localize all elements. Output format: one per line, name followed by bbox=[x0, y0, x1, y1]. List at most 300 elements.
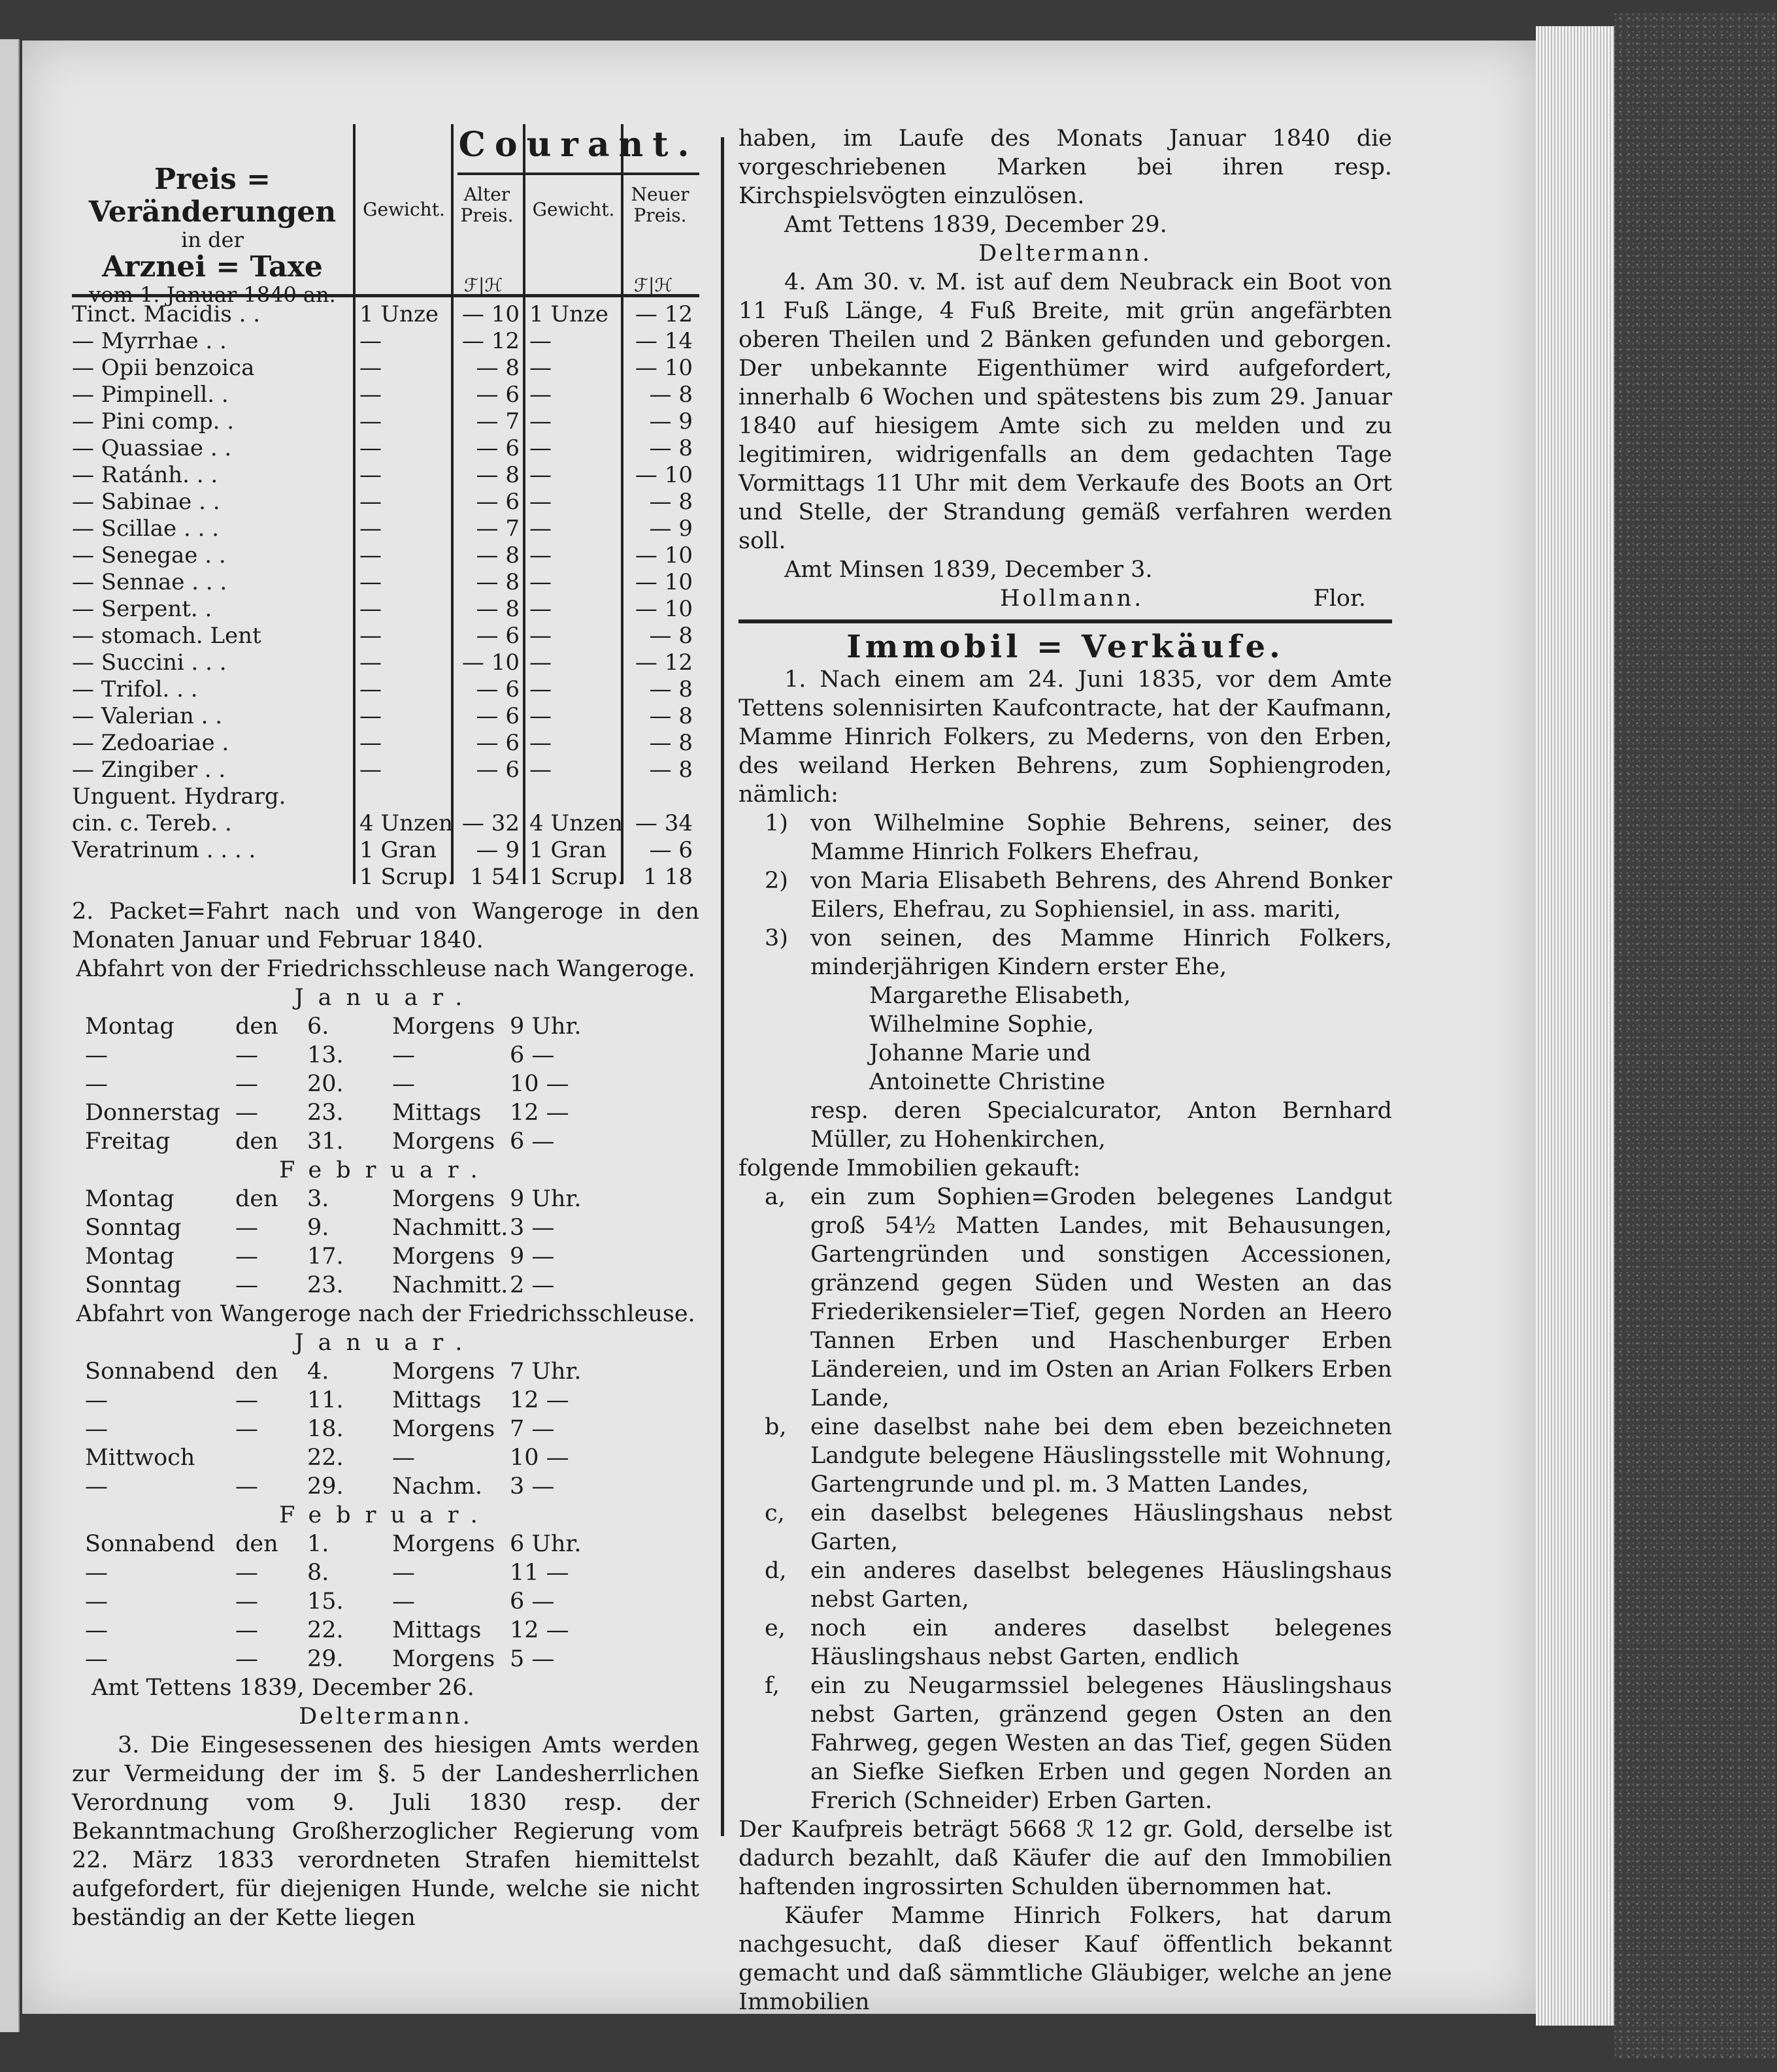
schedule-3 bbox=[72, 1357, 699, 1501]
property-item bbox=[739, 1556, 1392, 1614]
property-item bbox=[739, 1671, 1392, 1815]
table-vline bbox=[353, 124, 356, 297]
row-name: — Succini . . . bbox=[72, 650, 227, 676]
property-item-text: ein zu Neugarmssiel belegenes Häuslingshaus nebst Garten, gränzend gegen Osten an den Fahrweg, gegen Westen an das Tief, gegen Süden an Siefke Siefken Erben und gegen Norden an Frerich (Schneider) Erben Garten. bbox=[810, 1673, 1392, 1814]
schedule-row bbox=[72, 1443, 699, 1472]
schedule-date: 23. bbox=[307, 1100, 344, 1126]
property-item bbox=[739, 1499, 1392, 1556]
schedule-1 bbox=[72, 1012, 699, 1156]
row-weight-old: — bbox=[359, 676, 382, 702]
schedule-date: 17. bbox=[307, 1243, 344, 1270]
row-price-old: — 8 bbox=[476, 569, 520, 595]
departure-2-title: Abfahrt von Wangeroge nach der Friedrichsschleuse. bbox=[76, 1301, 695, 1327]
row-weight-new: — bbox=[529, 703, 552, 729]
schedule-date: 9. bbox=[307, 1215, 329, 1241]
schedule-time: — bbox=[392, 1445, 415, 1471]
row-weight-old: — bbox=[359, 489, 382, 515]
schedule-hour: 9 Uhr. bbox=[510, 1013, 582, 1040]
schedule-row bbox=[72, 1415, 699, 1443]
col-header-weight-new: Gewicht. bbox=[532, 199, 615, 220]
schedule-day: Montag bbox=[85, 1243, 174, 1270]
row-weight-old: — bbox=[359, 382, 382, 408]
heir-item-label: 1) bbox=[765, 810, 788, 836]
heir-item-text: von Wilhelmine Sophie Behrens, seiner, des Mamme Hinrich Folkers Ehefrau, bbox=[810, 810, 1392, 865]
title-line-2: in der bbox=[181, 227, 244, 252]
children-list bbox=[739, 981, 1392, 1096]
schedule-row bbox=[72, 1070, 699, 1098]
row-weight-new: — bbox=[529, 489, 552, 515]
month-feb-1: Februar. bbox=[279, 1157, 492, 1183]
row-price-old: — 9 bbox=[476, 837, 520, 863]
table-row bbox=[72, 730, 699, 757]
signature-3: Hollmann. bbox=[1000, 585, 1144, 612]
row-weight-old: — bbox=[359, 355, 382, 381]
schedule-a: — bbox=[235, 1215, 258, 1241]
column-divider bbox=[721, 137, 724, 1836]
schedule-date: 13. bbox=[307, 1042, 344, 1068]
schedule-hour: 7 Uhr. bbox=[510, 1358, 582, 1385]
row-price-old: — 6 bbox=[476, 703, 520, 729]
schedule-4 bbox=[72, 1530, 699, 1673]
row-weight-old: — bbox=[359, 703, 382, 729]
schedule-hour: 7 — bbox=[510, 1416, 555, 1442]
row-price-new: — 9 bbox=[649, 516, 693, 542]
row-weight-new: — bbox=[529, 462, 552, 488]
courant-rule bbox=[457, 173, 699, 175]
schedule-date: 6. bbox=[307, 1013, 329, 1040]
schedule-hour: 5 — bbox=[510, 1646, 555, 1672]
row-price-old: — 10 bbox=[461, 650, 520, 676]
row-name: — Sabinae . . bbox=[72, 489, 220, 515]
row-name: Veratrinum . . . . bbox=[72, 837, 256, 863]
schedule-hour: 3 — bbox=[510, 1215, 555, 1241]
schedule-date: 8. bbox=[307, 1560, 329, 1586]
col-header-weight-old: Gewicht. bbox=[363, 199, 445, 220]
schedule-a: — bbox=[235, 1560, 258, 1586]
row-weight-new: 1 Gran bbox=[529, 837, 607, 863]
row-price-new: — 14 bbox=[635, 328, 693, 354]
row-price-new: — 8 bbox=[649, 730, 693, 756]
row-price-new: — 10 bbox=[635, 355, 693, 381]
schedule-day: — bbox=[85, 1416, 108, 1442]
table-row bbox=[72, 837, 699, 864]
table-row bbox=[72, 382, 699, 408]
schedule-date: 22. bbox=[307, 1617, 344, 1643]
sale-intro: 1. Nach einem am 24. Juni 1835, vor dem Amte Tettens solennisirten Kaufcontracte, hat der Kaufmann, Mamme Hinrich Folkers, zu Mederns, von den Erben, des weiland Herken Behrens, zum Sophiengroden, nämlich: bbox=[739, 666, 1392, 808]
schedule-day: — bbox=[85, 1387, 108, 1413]
schedule-day: Montag bbox=[85, 1013, 174, 1040]
row-name: cin. c. Tereb. . bbox=[72, 810, 232, 836]
row-price-old: — 6 bbox=[476, 676, 520, 702]
row-price-new: — 34 bbox=[635, 810, 693, 836]
schedule-a: den bbox=[235, 1013, 278, 1040]
row-name: — Scillae . . . bbox=[72, 516, 220, 542]
schedule-time: Nachmitt. bbox=[392, 1272, 508, 1298]
row-name: — Serpent. . bbox=[72, 596, 212, 622]
schedule-row bbox=[72, 1213, 699, 1242]
heir-item bbox=[739, 924, 1392, 981]
signature-3-row bbox=[739, 584, 1392, 613]
row-price-new: — 9 bbox=[649, 408, 693, 435]
schedule-time: Mittags bbox=[392, 1387, 482, 1413]
schedule-a: — bbox=[235, 1042, 258, 1068]
row-weight-old: — bbox=[359, 516, 382, 542]
heir-item-text: von seinen, des Mamme Hinrich Folkers, minderjährigen Kindern erster Ehe, bbox=[810, 925, 1392, 980]
row-price-new: — 10 bbox=[635, 569, 693, 595]
row-price-old: — 7 bbox=[476, 408, 520, 435]
schedule-hour: 3 — bbox=[510, 1473, 555, 1500]
price-text: Der Kaufpreis beträgt 5668 ℛ 12 gr. Gold, derselbe ist dadurch bezahlt, daß Käufer die auf den Immobilien haftenden ingrossirten Schulden übernommen hat. bbox=[739, 1817, 1392, 1900]
amt-line-2: Amt Tettens 1839, December 29. bbox=[784, 212, 1167, 238]
schedule-row bbox=[72, 1012, 699, 1041]
row-weight-new: — bbox=[529, 542, 552, 568]
row-price-old: — 6 bbox=[476, 382, 520, 408]
schedule-a: den bbox=[235, 1186, 278, 1212]
amt-line-1: Amt Tettens 1839, December 26. bbox=[91, 1675, 474, 1701]
schedule-hour: 2 — bbox=[510, 1272, 555, 1298]
schedule-row bbox=[72, 1558, 699, 1587]
row-weight-new: — bbox=[529, 596, 552, 622]
schedule-day: — bbox=[85, 1588, 108, 1615]
item-3-continuation: haben, im Laufe des Monats Januar 1840 die vorgeschriebenen Marken bei ihren resp. Kirchspielsvögten einzulösen. bbox=[739, 125, 1392, 209]
schedule-row bbox=[72, 1530, 699, 1558]
child-name: Antoinette Christine bbox=[869, 1069, 1106, 1095]
table-row bbox=[72, 810, 699, 837]
property-item-text: eine daselbst nahe bei dem eben bezeichneten Landgute belegene Häuslingsstelle mit Wohnung, Gartengrunde und pl. m. 3 Matten Landes, bbox=[810, 1414, 1392, 1498]
row-weight-new: 1 Unze bbox=[529, 301, 609, 327]
property-item bbox=[739, 1614, 1392, 1671]
row-price-old: — 6 bbox=[476, 730, 520, 756]
heirs-list bbox=[739, 809, 1392, 981]
schedule-2 bbox=[72, 1185, 699, 1300]
previous-page-edge bbox=[0, 39, 20, 2032]
row-name: Tinct. Macidis . . bbox=[72, 301, 261, 327]
row-price-old: — 8 bbox=[476, 355, 520, 381]
row-price-old: — 7 bbox=[476, 516, 520, 542]
row-name: — Pimpinell. . bbox=[72, 382, 229, 408]
row-price-old: — 6 bbox=[476, 757, 520, 783]
table-vline bbox=[451, 124, 454, 297]
schedule-hour: 11 — bbox=[510, 1560, 569, 1586]
schedule-row bbox=[72, 1386, 699, 1415]
schedule-hour: 6 — bbox=[510, 1128, 555, 1155]
schedule-a: — bbox=[235, 1617, 258, 1643]
schedule-date: 29. bbox=[307, 1646, 344, 1672]
schedule-hour: 6 — bbox=[510, 1588, 555, 1615]
row-price-old: — 8 bbox=[476, 596, 520, 622]
row-price-new: — 10 bbox=[635, 542, 693, 568]
row-name: — Ratánh. . . bbox=[72, 462, 218, 488]
col-header-old-2: Preis. bbox=[460, 205, 514, 226]
schedule-row bbox=[72, 1472, 699, 1501]
schedule-time: Mittags bbox=[392, 1617, 482, 1643]
row-price-old: — 6 bbox=[476, 435, 520, 461]
row-price-new: — 8 bbox=[649, 703, 693, 729]
schedule-day: Donnerstag bbox=[85, 1100, 220, 1126]
row-weight-old: — bbox=[359, 435, 382, 461]
col-header-old-price bbox=[454, 184, 520, 226]
property-item-label: d, bbox=[765, 1558, 787, 1584]
heir-item-text: von Maria Elisabeth Behrens, des Ahrend Bonker Eilers, Ehefrau, zu Sophiensiel, in ass. mariti, bbox=[810, 868, 1392, 923]
schedule-date: 23. bbox=[307, 1272, 344, 1298]
child-name: Margarethe Elisabeth, bbox=[869, 983, 1131, 1009]
schedule-a: — bbox=[235, 1588, 258, 1615]
row-price-old: — 6 bbox=[476, 489, 520, 515]
schedule-row bbox=[72, 1616, 699, 1645]
row-weight-new: — bbox=[529, 757, 552, 783]
table-row bbox=[72, 301, 699, 328]
col-header-new-2: Preis. bbox=[633, 205, 687, 226]
schedule-a: — bbox=[235, 1646, 258, 1672]
schedule-hour: 12 — bbox=[510, 1387, 569, 1413]
row-weight-new: — bbox=[529, 382, 552, 408]
schedule-time: Morgens bbox=[392, 1358, 495, 1385]
title-line-4: vom 1. Januar 1840 an. bbox=[89, 282, 336, 307]
month-feb-2: Februar. bbox=[279, 1502, 492, 1528]
schedule-a: — bbox=[235, 1071, 258, 1097]
schedule-day: — bbox=[85, 1042, 108, 1068]
schedule-hour: 6 Uhr. bbox=[510, 1531, 582, 1557]
schedule-date: 1. bbox=[307, 1531, 329, 1557]
schedule-day: — bbox=[85, 1071, 108, 1097]
child-name: Wilhelmine Sophie, bbox=[869, 1011, 1094, 1038]
row-weight-old: — bbox=[359, 730, 382, 756]
row-weight-old: — bbox=[359, 462, 382, 488]
child-name: Johanne Marie und bbox=[869, 1040, 1091, 1066]
schedule-day: Sonntag bbox=[85, 1215, 182, 1241]
price-table-body bbox=[72, 297, 699, 891]
row-name: — Pini comp. . bbox=[72, 408, 235, 435]
month-jan-2: Januar. bbox=[294, 1330, 477, 1356]
property-item-label: f, bbox=[765, 1673, 780, 1699]
row-price-old: — 32 bbox=[461, 810, 520, 836]
schedule-row bbox=[72, 1645, 699, 1673]
heir-item bbox=[739, 809, 1392, 866]
property-item bbox=[739, 1183, 1392, 1413]
schedule-time: — bbox=[392, 1560, 415, 1586]
schedule-day: Freitag bbox=[85, 1128, 171, 1155]
schedule-date: 18. bbox=[307, 1416, 344, 1442]
row-name: — Trifol. . . bbox=[72, 676, 198, 702]
row-weight-new: — bbox=[529, 730, 552, 756]
schedule-date: 31. bbox=[307, 1128, 344, 1155]
row-weight-old: 4 Unzen bbox=[359, 810, 453, 836]
row-weight-old: — bbox=[359, 569, 382, 595]
row-weight-new: — bbox=[529, 435, 552, 461]
schedule-day: — bbox=[85, 1646, 108, 1672]
row-weight-old: — bbox=[359, 623, 382, 649]
bought-line: folgende Immobilien gekauft: bbox=[739, 1155, 1081, 1181]
schedule-row bbox=[72, 1041, 699, 1070]
signature-2: Deltermann. bbox=[978, 240, 1152, 267]
schedule-date: 20. bbox=[307, 1071, 344, 1097]
schedule-date: 3. bbox=[307, 1186, 329, 1212]
row-weight-old: 1 Scrup. bbox=[359, 864, 455, 890]
schedule-time: Morgens bbox=[392, 1013, 495, 1040]
currency-old: ℱ|ℋ bbox=[464, 274, 503, 296]
row-weight-new: — bbox=[529, 650, 552, 676]
schedule-date: 4. bbox=[307, 1358, 329, 1385]
row-weight-new: 1 Scrup. bbox=[529, 864, 625, 890]
row-name: Unguent. Hydrarg. bbox=[72, 783, 286, 810]
schedule-day: — bbox=[85, 1617, 108, 1643]
schedule-a: den bbox=[235, 1128, 278, 1155]
table-row bbox=[72, 542, 699, 569]
property-item-text: ein zum Sophien=Groden belegenes Landgut groß 54½ Matten Landes, mit Behausungen, Gartengründen und sonstigen Accessionen, gränzend gegen Süden und Westen an das Friederikensieler=Tief, gegen Norden an Heero Tannen Erben und Haschenburger Erben Ländereien, und im Osten an Arian Folkers Erben Lande, bbox=[810, 1184, 1392, 1411]
schedule-row bbox=[72, 1127, 699, 1156]
schedule-time: — bbox=[392, 1588, 415, 1615]
table-row bbox=[72, 864, 699, 891]
item-4-text: 4. Am 30. v. M. ist auf dem Neubrack ein Boot von 11 Fuß Länge, 4 Fuß Breite, mit grün angefärbten oberen Theilen und 2 Bänken gefunden und geborgen. Der unbekannte Eigenthümer wird aufgefordert, innerhalb 6 Wochen und spätestens bis zum 29. Januar 1840 auf hiesigem Amte sich zu melden und zu legitimiren, widrigenfalls an dem gedachten Tage Vormittags 11 Uhr mit dem Verkaufe des Boots an Ort und Stelle, der Strandung gemäß verfahren werden soll. bbox=[739, 269, 1392, 554]
schedule-a: den bbox=[235, 1531, 278, 1557]
table-row bbox=[72, 623, 699, 650]
schedule-hour: 12 — bbox=[510, 1100, 569, 1126]
row-price-new: — 8 bbox=[649, 489, 693, 515]
property-item-label: e, bbox=[765, 1615, 786, 1641]
row-weight-old: — bbox=[359, 596, 382, 622]
table-row bbox=[72, 569, 699, 596]
signature-1: Deltermann. bbox=[299, 1703, 473, 1730]
schedule-row bbox=[72, 1271, 699, 1300]
schedule-hour: 9 — bbox=[510, 1243, 555, 1270]
table-row bbox=[72, 596, 699, 623]
schedule-a: — bbox=[235, 1473, 258, 1500]
table-row bbox=[72, 676, 699, 703]
row-name: — Opii benzoica bbox=[72, 355, 255, 381]
row-weight-old: 1 Unze bbox=[359, 301, 439, 327]
property-item bbox=[739, 1413, 1392, 1499]
row-price-new: — 10 bbox=[635, 596, 693, 622]
schedule-a: — bbox=[235, 1387, 258, 1413]
row-weight-old: — bbox=[359, 328, 382, 354]
row-price-new: — 8 bbox=[649, 382, 693, 408]
property-item-label: c, bbox=[765, 1500, 785, 1526]
table-row bbox=[72, 757, 699, 783]
item-3-text: 3. Die Eingesessenen des hiesigen Amts werden zur Vermeidung der im §. 5 der Landesherrlichen Verordnung vom 9. Juli 1830 resp. der Bekanntmachung Großherzoglicher Regierung vom 22. März 1833 verordneten Strafen hiemittelst aufgefordert, für diejenigen Hunde, welche sie nicht beständig an der Kette liegen bbox=[72, 1732, 699, 1931]
row-weight-new: — bbox=[529, 355, 552, 381]
row-weight-old: — bbox=[359, 757, 382, 783]
col-header-old-1: Alter bbox=[463, 184, 510, 205]
schedule-hour: 10 — bbox=[510, 1071, 569, 1097]
currency-new: ℱ|ℋ bbox=[634, 274, 673, 296]
schedule-day: — bbox=[85, 1473, 108, 1500]
schedule-hour: 9 Uhr. bbox=[510, 1186, 582, 1212]
left-column bbox=[72, 124, 699, 1932]
schedule-hour: 12 — bbox=[510, 1617, 569, 1643]
section-rule bbox=[739, 619, 1392, 623]
table-row bbox=[72, 516, 699, 542]
schedule-row bbox=[72, 1185, 699, 1213]
schedule-day: Mittwoch bbox=[85, 1445, 195, 1471]
month-jan-1: Januar. bbox=[294, 985, 477, 1011]
schedule-a: den bbox=[235, 1358, 278, 1385]
schedule-time: Nachmitt. bbox=[392, 1215, 508, 1241]
table-row bbox=[72, 783, 699, 810]
row-price-new: — 12 bbox=[635, 301, 693, 327]
schedule-time: Morgens bbox=[392, 1128, 495, 1155]
table-row bbox=[72, 408, 699, 435]
table-title bbox=[72, 163, 353, 306]
property-item-label: a, bbox=[765, 1184, 786, 1210]
section-heading: Immobil = Verkäufe. bbox=[846, 629, 1284, 665]
schedule-day: Sonnabend bbox=[85, 1531, 216, 1557]
heir-item-label: 3) bbox=[765, 925, 788, 951]
schedule-date: 29. bbox=[307, 1473, 344, 1500]
schedule-time: Nachm. bbox=[392, 1473, 482, 1500]
property-item-text: ein daselbst belegenes Häuslingshaus nebst Garten, bbox=[810, 1500, 1392, 1555]
right-column bbox=[739, 124, 1392, 2016]
row-price-new: — 12 bbox=[635, 650, 693, 676]
schedule-date: 22. bbox=[307, 1445, 344, 1471]
table-row bbox=[72, 462, 699, 489]
schedule-day: — bbox=[85, 1560, 108, 1586]
col-header-new-1: Neuer bbox=[631, 184, 689, 205]
schedule-day: Sonntag bbox=[85, 1272, 182, 1298]
table-row bbox=[72, 328, 699, 355]
schedule-time: Morgens bbox=[392, 1186, 495, 1212]
table-row bbox=[72, 650, 699, 676]
schedule-date: 11. bbox=[307, 1387, 344, 1413]
row-name: — stomach. Lent bbox=[72, 623, 261, 649]
departure-1-title: Abfahrt von der Friedrichsschleuse nach Wangeroge. bbox=[76, 956, 695, 982]
row-weight-old: — bbox=[359, 650, 382, 676]
item-2-title: 2. Packet=Fahrt nach und von Wangeroge in den Monaten Januar und Februar 1840. bbox=[72, 898, 699, 953]
row-price-new: — 8 bbox=[649, 623, 693, 649]
row-weight-old: — bbox=[359, 542, 382, 568]
row-weight-new: — bbox=[529, 328, 552, 354]
row-weight-new: — bbox=[529, 676, 552, 702]
row-price-old: — 10 bbox=[461, 301, 520, 327]
property-item-text: ein anderes daselbst belegenes Häuslingshaus nebst Garten, bbox=[810, 1558, 1392, 1613]
table-row bbox=[72, 489, 699, 516]
col-header-new-price bbox=[624, 184, 696, 226]
row-weight-old: — bbox=[359, 408, 382, 435]
signature-3b: Flor. bbox=[1313, 585, 1366, 612]
schedule-a: — bbox=[235, 1416, 258, 1442]
schedule-row bbox=[72, 1357, 699, 1386]
table-row bbox=[72, 355, 699, 382]
book-cover bbox=[1614, 13, 1777, 2058]
curator-line: resp. deren Specialcurator, Anton Bernhard Müller, zu Hohenkirchen, bbox=[810, 1098, 1392, 1153]
price-table-header bbox=[72, 124, 699, 307]
row-price-old: — 8 bbox=[476, 542, 520, 568]
row-name: — Zingiber . . bbox=[72, 757, 226, 783]
schedule-a: — bbox=[235, 1272, 258, 1298]
heir-item bbox=[739, 866, 1392, 924]
schedule-time: Morgens bbox=[392, 1646, 495, 1672]
property-list bbox=[739, 1183, 1392, 1815]
schedule-hour: 10 — bbox=[510, 1445, 569, 1471]
schedule-time: Morgens bbox=[392, 1416, 495, 1442]
row-price-old: — 8 bbox=[476, 462, 520, 488]
schedule-a: — bbox=[235, 1100, 258, 1126]
row-name: — Zedoariae . bbox=[72, 730, 229, 756]
row-name: — Senegae . . bbox=[72, 542, 226, 568]
property-item-text: noch ein anderes daselbst belegenes Häuslingshaus nebst Garten, endlich bbox=[810, 1615, 1392, 1670]
schedule-date: 15. bbox=[307, 1588, 344, 1615]
row-weight-new: — bbox=[529, 516, 552, 542]
courant-heading: Courant. bbox=[458, 125, 699, 165]
row-name: — Valerian . . bbox=[72, 703, 223, 729]
property-item-label: b, bbox=[765, 1414, 787, 1440]
table-row bbox=[72, 703, 699, 730]
row-price-new: — 10 bbox=[635, 462, 693, 488]
row-price-new: — 6 bbox=[649, 837, 693, 863]
book-page-edges bbox=[1536, 26, 1614, 2026]
row-price-new: — 8 bbox=[649, 676, 693, 702]
row-price-new: — 8 bbox=[649, 757, 693, 783]
title-line-3: Arznei = Taxe bbox=[102, 250, 323, 284]
